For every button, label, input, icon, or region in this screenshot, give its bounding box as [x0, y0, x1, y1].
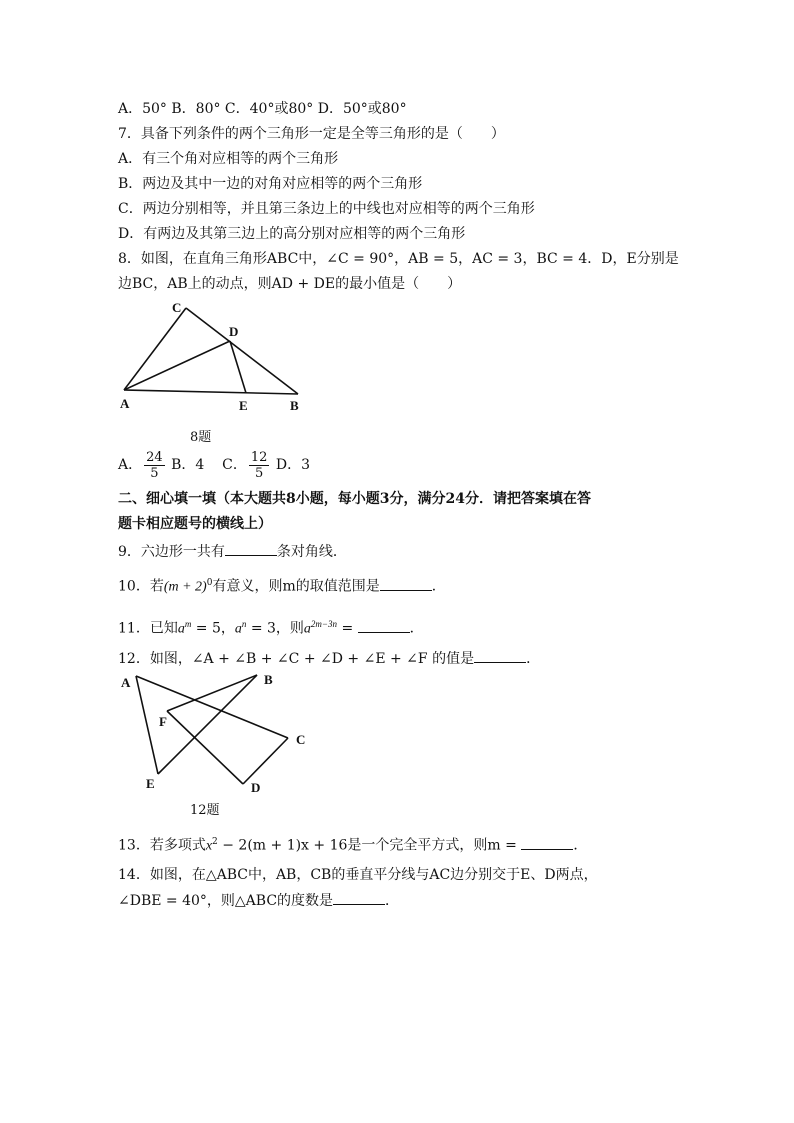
q13-suffix: ．: [573, 837, 588, 854]
q8-label-d: D: [229, 324, 239, 339]
q8-option-c-fraction: [249, 450, 270, 481]
q14-line2: [118, 890, 399, 911]
q8-option-a-denominator: 5: [150, 465, 159, 481]
q8-label-c: C: [172, 300, 182, 315]
q11-suffix: ．: [409, 620, 424, 637]
q12-label-e: E: [146, 776, 155, 791]
q8-figure-caption: 8题: [190, 430, 212, 445]
q8-stem-line1: 8．如图，在直角三角形ABC中，∠C = 90°，AB = 5，AC = 3，BC = 4．D，E分别是: [118, 251, 679, 267]
q13-x: x: [205, 838, 213, 854]
q9-answer-blank: [225, 541, 277, 556]
q10-line: [118, 573, 446, 598]
q13-line: [118, 832, 587, 857]
q8-label-a: A: [120, 396, 130, 411]
q11-term1-exp: m: [184, 619, 192, 629]
q13-x-exponent: 2: [212, 837, 218, 847]
q9-prefix: 9．六边形一共有: [118, 544, 225, 560]
section2-heading-line2: 题卡相应题号的横线上）: [118, 516, 272, 532]
q12-answer-blank: [474, 648, 526, 663]
q11-term2-rest: = 3，则: [246, 620, 304, 637]
q13-prefix: 13．若多项式: [118, 837, 206, 854]
q14-answer-blank: [333, 890, 385, 905]
q13-answer-blank: [521, 835, 573, 850]
q14-line2-suffix: ．: [385, 893, 400, 909]
q12-label-a: A: [121, 675, 131, 690]
q11-line: [118, 614, 424, 640]
q12-label-f: F: [159, 714, 167, 729]
q11-term2-base: a: [234, 621, 242, 637]
q8-option-c-label: C．: [222, 457, 247, 473]
q10-prefix: 10．若: [118, 578, 164, 595]
q12-line: [118, 648, 540, 669]
q8-triangle-figure: [110, 298, 310, 418]
q12-label-d: D: [251, 780, 261, 795]
q14-line1: 14．如图，在△ABC中，AB，CB的垂直平分线与AC边分别交于E、D两点，: [118, 867, 598, 883]
q10-expression: (m + 2): [163, 579, 207, 595]
q12-suffix: ．: [526, 651, 541, 667]
q10-exponent: 0: [206, 578, 213, 588]
q10-suffix: ．: [431, 578, 446, 595]
q8-options: [118, 447, 310, 483]
q7-option-c: C．两边分别相等，并且第三条边上的中线也对应相等的两个三角形: [118, 201, 535, 217]
q14-line2-prefix: ∠DBE = 40°，则△ABC的度数是: [118, 893, 334, 909]
section2-heading-line1: 二、细心填一填（本大题共8小题，每小题3分，满分24分．请把答案填在答: [118, 491, 591, 507]
q11-term3-rest: =: [337, 620, 358, 637]
q8-option-c-denominator: 5: [254, 465, 264, 481]
q8-option-b: B．4: [171, 457, 205, 473]
q11-term3-exp: 2m−3n: [310, 619, 337, 629]
q8-option-a-numerator: 24: [146, 449, 163, 465]
q11-term3-base: a: [303, 621, 311, 637]
q7-stem: 7．具备下列条件的两个三角形一定是全等三角形的是（ ）: [118, 126, 505, 142]
q9-suffix: 条对角线．: [276, 544, 347, 560]
q13-rest: − 2(m + 1)x + 16是一个完全平方式，则m =: [217, 837, 522, 854]
q8-label-e: E: [239, 398, 248, 413]
q8-label-b: B: [290, 398, 299, 413]
q6-options: A．50° B．80° C．40°或80° D．50°或80°: [118, 101, 407, 117]
q10-answer-blank: [380, 576, 432, 591]
q8-option-d: D．3: [275, 457, 310, 473]
q12-label-c: C: [296, 732, 306, 747]
q11-term1-rest: = 5，: [191, 620, 235, 637]
q12-stem: 12．如图，∠A + ∠B + ∠C + ∠D + ∠E + ∠F 的值是: [118, 651, 475, 667]
q11-answer-blank: [358, 618, 410, 633]
q7-option-b: B．两边及其中一边的对角对应相等的两个三角形: [118, 176, 423, 192]
q7-option-a: A．有三个角对应相等的两个三角形: [118, 151, 339, 167]
q8-option-a-fraction: [144, 450, 165, 481]
q8-option-a-label: A．: [118, 457, 143, 473]
q12-figure-caption: 12题: [190, 803, 220, 818]
q8-stem-line2: 边BC，AB上的动点，则AD + DE的最小值是（ ）: [118, 276, 462, 292]
q9-line: [118, 541, 347, 562]
q11-prefix: 11．已知: [118, 620, 178, 637]
q11-term1-base: a: [177, 621, 185, 637]
q10-middle: 有意义，则m的取值范围是: [212, 578, 380, 595]
q7-option-d: D．有两边及其第三边上的高分别对应相等的两个三角形: [118, 226, 466, 242]
q11-term2-exp: n: [241, 619, 247, 629]
q12-label-b: B: [264, 672, 273, 687]
q8-option-c-numerator: 12: [250, 449, 268, 465]
q12-star-figure: [112, 668, 322, 800]
